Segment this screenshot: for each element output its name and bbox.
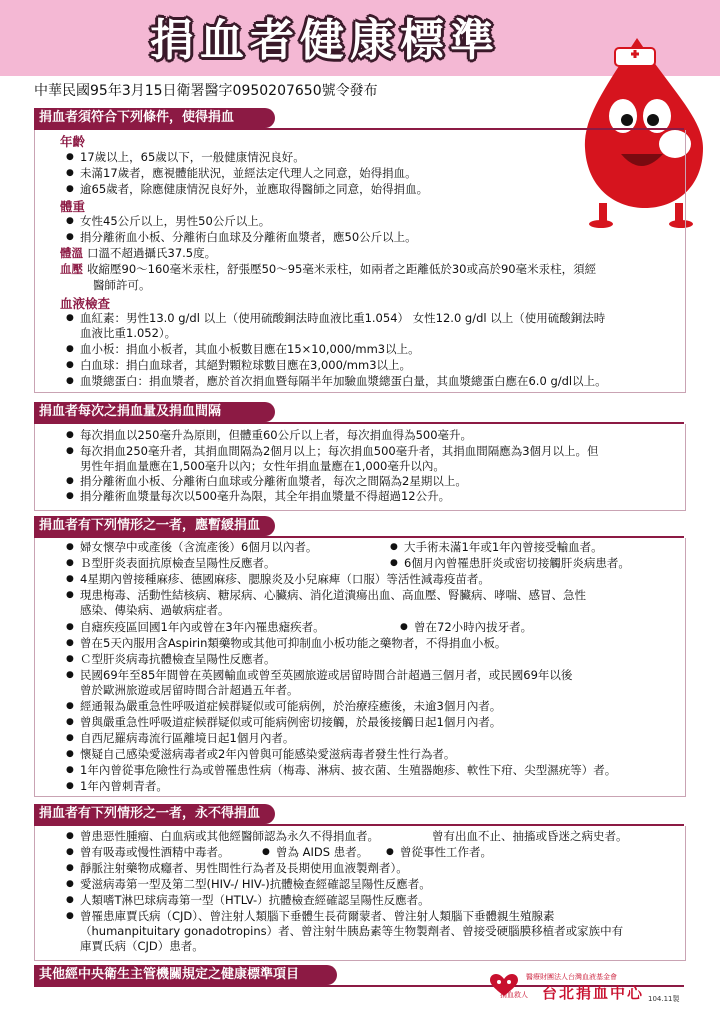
list-item: ● 女性45公斤以上，男性50公斤以上。 — [80, 214, 270, 229]
list-item: ● 未滿17歲者，應視體能狀況，並經法定代理人之同意，始得捐血。 — [80, 166, 417, 181]
list-item: ● 白血球：捐白血球者，其絕對顆粒球數目應在3,000/mm3以上。 — [80, 358, 411, 373]
list-item: ● 逾65歲者，除應健康情況良好外，並應取得醫師之同意，始得捐血。 — [80, 182, 428, 197]
list-item: ● 曾在5天內服用含Aspirin類藥物或其他可抑制血小板功能之藥物者，不得捐血小板。 — [80, 636, 506, 651]
list-item: ● 17歲以上，65歲以下，一般健康情況良好。 — [80, 150, 305, 165]
decree-text: 中華民國95年3月15日衛署醫字0950207650號令發布 — [34, 83, 378, 99]
page-title: 捐血者健康標準 — [150, 15, 500, 66]
list-item-continuation: （humanpituitary gonadotropins）者、曾注射牛胰島素等生物製劑者、曾接受硬腦膜移植者或家族中有 — [80, 924, 624, 938]
list-item: ● 曾有吸毒或慢性酒精中毒者。 — [80, 845, 230, 860]
list-item: ● 民國69年至85年間曾在英國輸血或曾至英國旅遊或居留時間合計超過三個月者，或民國69年以後 — [80, 668, 572, 683]
list-item: ● 靜脈注射藥物成癮者、男性間性行為者及長期使用血液製劑者）。 — [80, 861, 408, 876]
subheading-age: 年齡 — [60, 134, 86, 149]
blood-pressure-row: 血壓 收縮壓90～160毫米汞柱，舒張壓50～95毫米汞柱，如兩者之距離低於30或高於90毫米汞柱，須經 — [60, 262, 597, 276]
org-name-small: 醫療財團法人台灣血液基金會 — [526, 973, 617, 981]
section-heading: 其他經中央衛生主管機關規定之健康標準項目 — [34, 965, 337, 985]
list-item-continuation: 男性年捐血量應在1,500毫升以內；女性年捐血量應在1,000毫升以內。 — [80, 459, 445, 473]
section-heading: 捐血者有下列情形之一者，永不得捐血 — [34, 804, 275, 824]
temperature-row: 體溫 口溫不超過攝氏37.5度。 — [60, 246, 217, 260]
subheading-weight: 體重 — [60, 199, 86, 214]
section-heading: 捐血者須符合下列條件，使得捐血 — [34, 108, 275, 128]
list-item-continuation: 感染、傳染病、過敏病症者。 — [80, 603, 230, 617]
list-item-continuation: 醫師許可。 — [93, 278, 151, 292]
org-name-main: 台北捐血中心 — [542, 984, 645, 1002]
list-item-continuation: 血液比重1.052）。 — [80, 326, 177, 340]
list-item: ● 曾罹患庫賈氏病（CJD）、曾注射人類腦下垂體生長荷爾蒙者、曾注射人類腦下垂體親生殖腺素 — [80, 909, 555, 924]
list-item: ● 每次捐血250毫升者，其捐血間隔為2個月以上；每次捐血500毫升者，其捐血間隔應為3個月以上。但 — [80, 444, 599, 459]
list-item: ● 曾為 AIDS 患者。 — [276, 845, 368, 860]
list-item: 曾有出血不止、抽搐或昏迷之病史者。 — [432, 829, 628, 843]
list-item: ● 人類嗜T淋巴球病毒第一型（HTLV-）抗體檢查經確認呈陽性反應者。 — [80, 893, 430, 908]
list-item: ● 6個月內曾罹患肝炎或密切接觸肝炎病患者。 — [404, 556, 630, 571]
list-item: ● 曾患惡性腫瘤、白血病或其他經醫師認為永久不得捐血者。 — [80, 829, 379, 844]
section-heading: 捐血者每次之捐血量及捐血間隔 — [34, 402, 275, 422]
version-label: 104.11製 — [648, 995, 680, 1003]
subheading-temperature: 體溫 — [60, 246, 83, 260]
list-item: ● 血紅素：男性13.0 g/dl 以上（使用硫酸銅法時血液比重1.054） 女性12.0 g/dl 以上（使用硫酸銅法時 — [80, 311, 605, 326]
list-item: ● Ｃ型肝炎病毒抗體檢查呈陽性反應者。 — [80, 652, 276, 667]
subheading-blood-test: 血液檢查 — [60, 296, 111, 311]
list-item: ● 每次捐血以250毫升為原則，但體重60公斤以上者，每次捐血得為500毫升。 — [80, 428, 472, 443]
list-item: ● 曾從事性工作者。 — [400, 845, 492, 860]
list-item: ● 曾與嚴重急性呼吸道症候群疑似或可能病例密切接觸，於最後接觸日起1個月內者。 — [80, 715, 501, 730]
list-item: ● 1年內曾從事危險性行為或曾罹患性病（梅毒、淋病、披衣菌、生殖器皰疹、軟性下疳、尖型濕疣等）者。 — [80, 763, 616, 778]
list-item-continuation: 曾於歐洲旅遊或居留時間合計超過五年者。 — [80, 683, 299, 697]
subheading-blood-pressure: 血壓 — [60, 262, 83, 276]
list-item: ● 曾在72小時內拔牙者。 — [414, 620, 532, 635]
list-item: ● 自西尼羅病毒流行區離境日起1個月內者。 — [80, 731, 294, 746]
list-item: ● 4星期內曾接種麻疹、德國麻疹、腮腺炎及小兒麻痺（口服）等活性減毒疫苗者。 — [80, 572, 490, 587]
org-prefix: 捐血救人 — [500, 991, 528, 999]
list-item: ● 現患梅毒、活動性結核病、糖尿病、心臟病、消化道潰瘍出血、高血壓、腎臟病、哮喘、感冒、急性 — [80, 588, 586, 603]
list-item: ● 婦女懷孕中或產後（含流產後）6個月以內者。 — [80, 540, 317, 555]
list-item: ● 大手術未滿1年或1年內曾接受輸血者。 — [404, 540, 603, 555]
list-item: ● 捐分離術血小板、分離術白血球及分離術血漿者，應50公斤以上。 — [80, 230, 417, 245]
list-item: ● 懷疑自己感染愛滋病毒者或2年內曾與可能感染愛滋病毒者發生性行為者。 — [80, 747, 455, 762]
list-item: ● 1年內曾刺青者。 — [80, 779, 168, 794]
list-item: ● 自瘧疾疫區回國1年內或曾在3年內罹患瘧疾者。 — [80, 620, 325, 635]
list-item: ● 捐分離術血漿量每次以500毫升為限，其全年捐血漿量不得超過12公升。 — [80, 489, 450, 504]
list-item: ● 經通報為嚴重急性呼吸道症候群疑似或可能病例，於治療痊癒後，未逾3個月內者。 — [80, 699, 501, 714]
section-heading: 捐血者有下列情形之一者，應暫緩捐血 — [34, 516, 275, 536]
list-item: ● 血小板：捐血小板者，其血小板數目應在15×10,000/mm3以上。 — [80, 342, 420, 357]
list-item: ● 捐分離術血小板、分離術白血球或分離術血漿者，每次之間隔為2星期以上。 — [80, 474, 467, 489]
list-item: ● 血漿總蛋白：捐血漿者，應於首次捐血暨每隔半年加驗血漿總蛋白量，其血漿總蛋白應在6.0 g/dl以上。 — [80, 374, 607, 389]
list-item: ● Ｂ型肝炎表面抗原檢查呈陽性反應者。 — [80, 556, 276, 571]
list-item-continuation: 庫賈氏病（CJD）患者。 — [80, 939, 204, 953]
list-item: ● 愛滋病毒第一型及第二型(HIV-/ HIV-)抗體檢查經確認呈陽性反應者。 — [80, 877, 431, 892]
